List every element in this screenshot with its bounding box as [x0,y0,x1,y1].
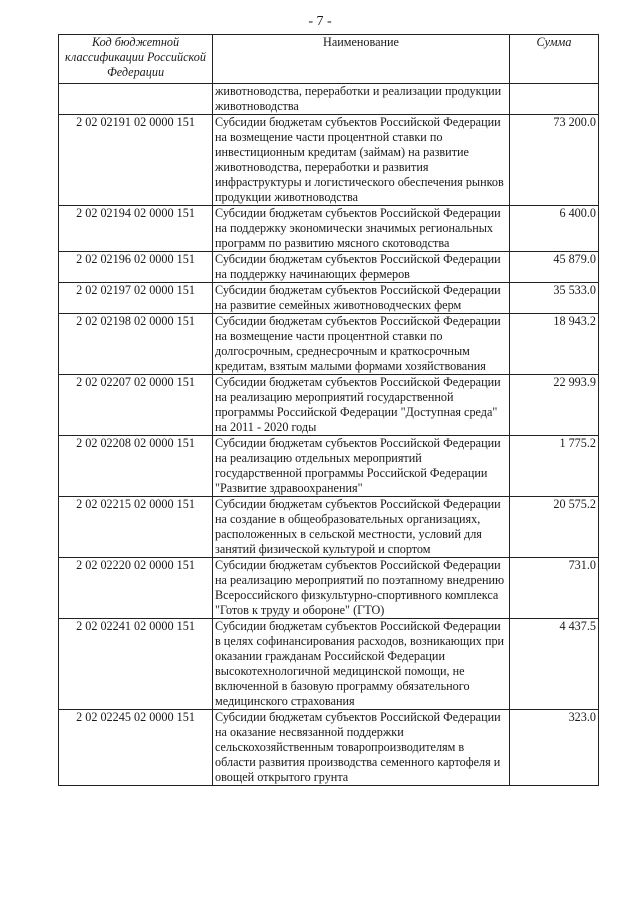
table-header-row [59,35,599,84]
page-number: - 7 - [308,14,332,29]
cell-name: Субсидии бюджетам субъектов Российской Федерации на возмещение части процентной ставки по инвестиционным кредитам (займам) на развитие животноводства, переработки и развития инфраструктуры и логистического обеспечения рынков продукции животноводства [213,115,510,206]
cell-sum: 6 400.0 [510,206,599,252]
cell-code: 2 02 02241 02 0000 151 [59,619,213,710]
table-row [59,115,599,206]
cell-sum: 18 943.2 [510,314,599,375]
budget-table [58,34,599,786]
table-row [59,314,599,375]
cell-name: Субсидии бюджетам субъектов Российской Федерации на реализацию мероприятий по поэтапному внедрению Всероссийского физкультурно-спортивного комплекса "Готов к труду и обороне" (ГТО) [213,558,510,619]
cell-sum: 73 200.0 [510,115,599,206]
table-row-continuation [59,84,599,115]
cell-code: 2 02 02194 02 0000 151 [59,206,213,252]
cell-name: Субсидии бюджетам субъектов Российской Федерации на поддержку экономически значимых региональных программ по развитию мясного скотоводства [213,206,510,252]
cell-name: Субсидии бюджетам субъектов Российской Федерации на реализацию мероприятий государственной программы Российской Федерации "Доступная среда" на 2011 - 2020 годы [213,375,510,436]
cell-sum: 22 993.9 [510,375,599,436]
cell-sum: 1 775.2 [510,436,599,497]
cell-code: 2 02 02215 02 0000 151 [59,497,213,558]
cell-code: 2 02 02196 02 0000 151 [59,252,213,283]
cell-code: 2 02 02220 02 0000 151 [59,558,213,619]
cell-code: 2 02 02191 02 0000 151 [59,115,213,206]
table-row [59,252,599,283]
cell-sum: 731.0 [510,558,599,619]
table-row [59,497,599,558]
cell-sum: 323.0 [510,710,599,786]
cell-sum: 35 533.0 [510,283,599,314]
cell-sum: 45 879.0 [510,252,599,283]
table-row [59,436,599,497]
cell-name: Субсидии бюджетам субъектов Российской Федерации в целях софинансирования расходов, возникающих при оказании гражданам Российской Федерации высокотехнологичной медицинской помощи, не включенной в базовую программу обязательного медицинского страхования [213,619,510,710]
cell-name: Субсидии бюджетам субъектов Российской Федерации на развитие семейных животноводческих ферм [213,283,510,314]
table-row [59,283,599,314]
cell-code: 2 02 02208 02 0000 151 [59,436,213,497]
cell-sum [510,84,599,115]
header-sum: Сумма [510,35,599,84]
table-row [59,206,599,252]
table-row [59,558,599,619]
cell-code: 2 02 02198 02 0000 151 [59,314,213,375]
cell-name: Субсидии бюджетам субъектов Российской Федерации на реализацию отдельных мероприятий государственной программы Российской Федерации "Развитие здравоохранения" [213,436,510,497]
cell-name: Субсидии бюджетам субъектов Российской Федерации на поддержку начинающих фермеров [213,252,510,283]
cell-code: 2 02 02245 02 0000 151 [59,710,213,786]
cell-name: Субсидии бюджетам субъектов Российской Федерации на создание в общеобразовательных организациях, расположенных в сельской местности, условий для занятий физической культурой и спортом [213,497,510,558]
cell-sum: 4 437.5 [510,619,599,710]
cell-sum: 20 575.2 [510,497,599,558]
cell-code: 2 02 02197 02 0000 151 [59,283,213,314]
cell-name: Субсидии бюджетам субъектов Российской Федерации на оказание несвязанной поддержки сельскохозяйственным товаропроизводителям в области развития производства семенного картофеля и овощей открытого грунта [213,710,510,786]
header-name: Наименование [213,35,510,84]
table-row [59,710,599,786]
header-code: Код бюджетной классификации Российской Федерации [59,35,213,84]
cell-name: животноводства, переработки и реализации продукции животноводства [213,84,510,115]
table-row [59,375,599,436]
cell-code: 2 02 02207 02 0000 151 [59,375,213,436]
cell-code [59,84,213,115]
table-row [59,619,599,710]
cell-name: Субсидии бюджетам субъектов Российской Федерации на возмещение части процентной ставки по долгосрочным, среднесрочным и краткосрочным кредитам, взятым малыми формами хозяйствования [213,314,510,375]
